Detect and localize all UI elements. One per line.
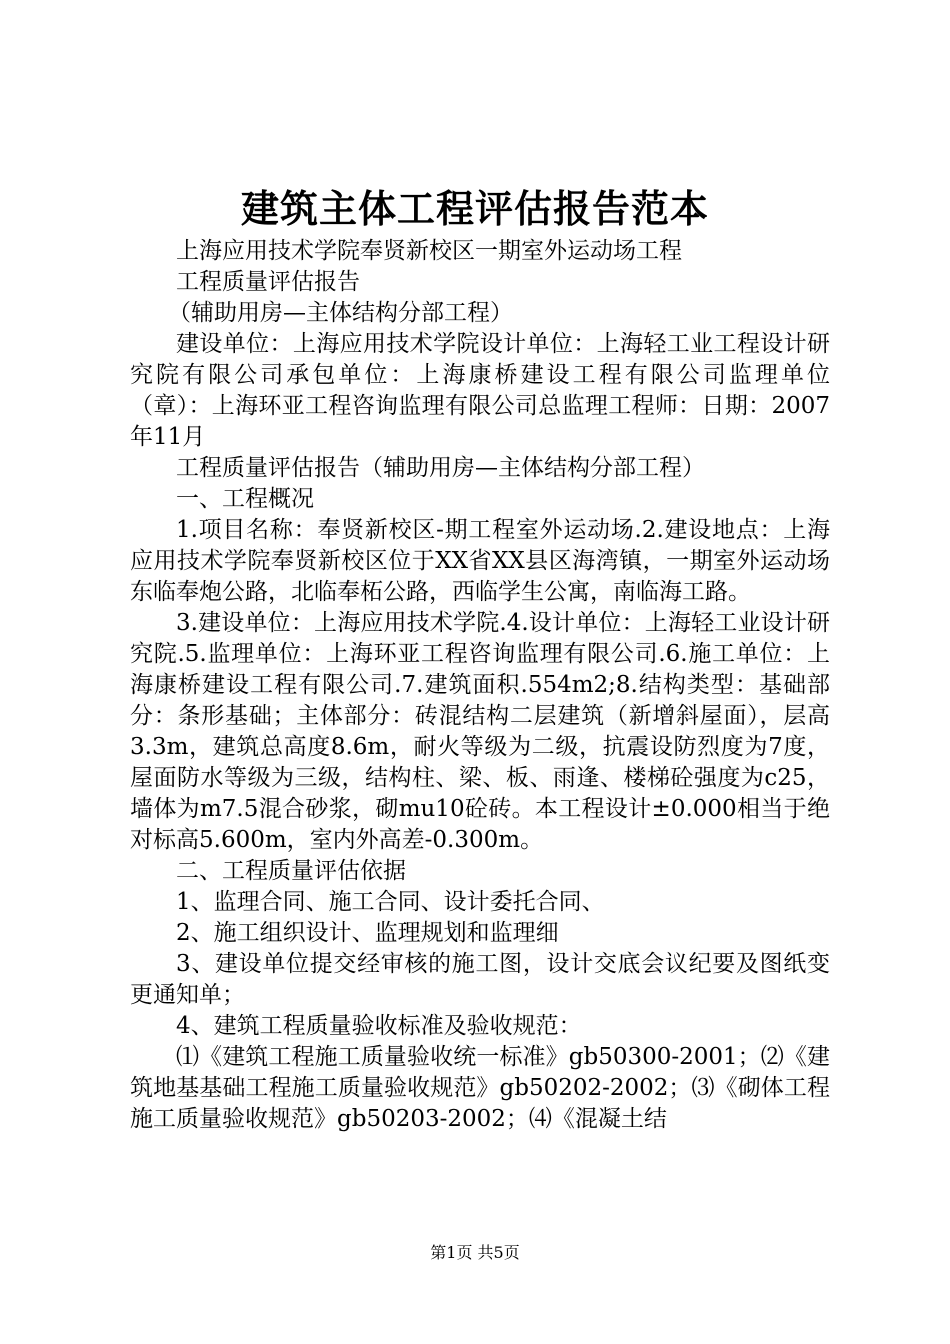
paragraph-project-name: 上海应用技术学院奉贤新校区一期室外运动场工程	[176, 238, 682, 264]
list-item-basis-2: 2、施工组织设计、监理规划和监理细	[176, 920, 559, 946]
paragraph-report-heading: 工程质量评估报告（辅助用房—主体结构分部工程）	[176, 455, 705, 481]
list-item-basis-4: 4、建筑工程质量验收标准及验收规范：	[176, 1013, 582, 1039]
section-heading-basis: 二、工程质量评估依据	[176, 858, 406, 884]
paragraph-parties: 建设单位：上海应用技术学院设计单位：上海轻工业工程设计研究院有限公司承包单位：上海康桥建设工程有限公司监理单位（章）：上海环亚工程咨询监理有限公司总监理工程师：日期：2007年11月	[130, 331, 830, 450]
document-body	[130, 236, 830, 1135]
paragraph-standards-list: ⑴《建筑工程施工质量验收统一标准》gb50300-2001；⑵《建筑地基基础工程施工质量验收规范》gb50202-2002；⑶《砌体工程施工质量验收规范》gb50203-2002；⑷《混凝土结	[130, 1044, 830, 1132]
list-item-basis-1: 1、监理合同、施工合同、设计委托合同、	[176, 889, 605, 915]
page-footer: 第1页 共5页	[430, 1243, 520, 1262]
list-item-basis-3: 3、建设单位提交经审核的施工图，设计交底会议纪要及图纸变更通知单；	[130, 951, 830, 1008]
section-heading-overview: 一、工程概况	[176, 486, 314, 512]
paragraph-report-subtitle: （辅助用房—主体结构分部工程）	[168, 300, 513, 326]
paragraph-overview-details: 3.建设单位：上海应用技术学院.4.设计单位：上海轻工业设计研究院.5.监理单位：上海环亚工程咨询监理有限公司.6.施工单位：上海康桥建设工程有限公司.7.建筑面积.554m2;8.结构类型：基础部分：条形基础；主体部分：砖混结构二层建筑（新增斜屋面），层高3.3m，建筑总高度8.6m，耐火等级为二级，抗震设防烈度为7度，屋面防水等级为三级，结构柱、梁、板、雨逢、楼梯砼强度为c25，墙体为m7.5混合砂浆，砌mu10砼砖。本工程设计±0.000相当于绝对标高5.600m，室内外高差-0.300m。	[130, 610, 830, 853]
paragraph-report-title: 工程质量评估报告	[176, 269, 360, 295]
paragraph-overview-location: 1.项目名称：奉贤新校区-期工程室外运动场.2.建设地点：上海应用技术学院奉贤新校区位于XX省XX县区海湾镇，一期室外运动场东临奉炮公路，北临奉柘公路，西临学生公寓，南临海工路。	[130, 517, 830, 605]
document-title: 建筑主体工程评估报告范本	[240, 186, 709, 231]
